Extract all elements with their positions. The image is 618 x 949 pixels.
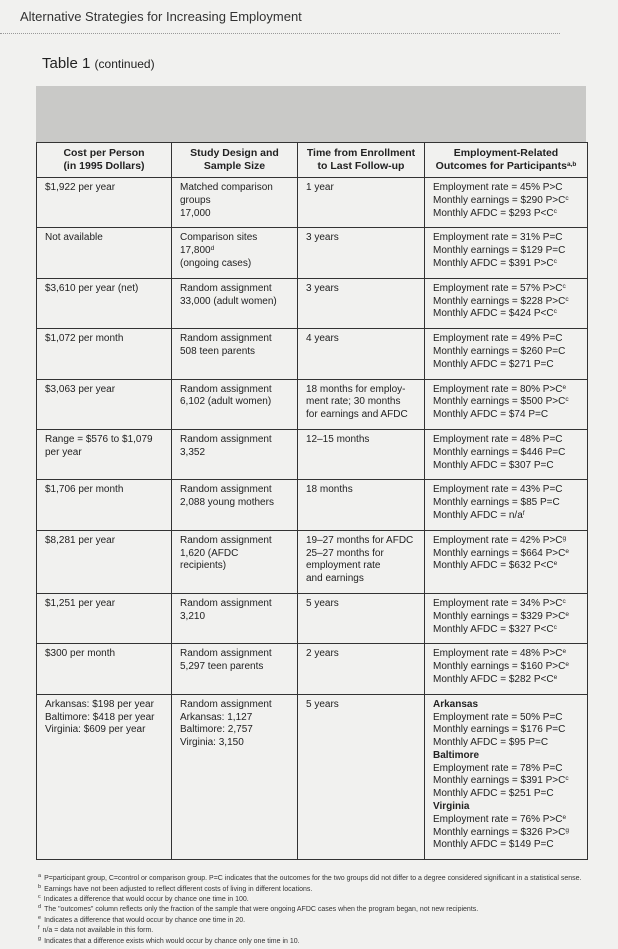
design-line — [180, 737, 293, 750]
cost-line: Baltimore: $418 per year — [45, 711, 155, 723]
footnote-marker: e — [553, 560, 558, 568]
footnote-marker: d — [210, 245, 215, 253]
outcome-line — [433, 624, 583, 637]
cost-cell — [37, 694, 172, 860]
outcome-text: Monthly AFDC = $424 P<C — [433, 308, 554, 320]
design-text: 33,000 (adult women) — [180, 295, 277, 307]
design-text: 2,088 young mothers — [180, 497, 274, 509]
table-row — [37, 429, 588, 479]
design-cell — [172, 644, 298, 694]
footnote — [36, 916, 596, 926]
cost-cell — [37, 644, 172, 694]
design-cell — [172, 593, 298, 643]
outcomes-cell — [425, 278, 588, 328]
design-text: 17,800 — [180, 245, 211, 257]
design-text: Arkansas: 1,127 — [180, 711, 253, 723]
outcome-line — [433, 598, 583, 611]
outcome-text: Employment rate = 48% P>C — [433, 648, 563, 660]
outcomes-cell — [425, 694, 588, 860]
design-text: 5,297 teen parents — [180, 661, 264, 673]
outcome-line — [433, 434, 583, 447]
cost-line: $300 per month — [45, 648, 116, 660]
outcome-text: Monthly earnings = $290 P>C — [433, 194, 566, 206]
outcome-line — [433, 814, 583, 827]
outcome-text: Employment rate = 34% P>C — [433, 597, 563, 609]
footnote-mark: g — [38, 935, 42, 942]
time-line: 18 months for employ- — [306, 383, 406, 395]
outcome-text: Monthly earnings = $329 P>C — [433, 610, 566, 622]
time-cell — [298, 278, 425, 328]
outcome-line — [433, 384, 583, 397]
outcome-text: Employment rate = 49% P=C — [433, 333, 563, 345]
cost-line: per year — [45, 446, 82, 458]
outcomes-cell — [425, 178, 588, 228]
cost-line: $1,706 per month — [45, 484, 124, 496]
column-header-line: Cost per Person — [63, 147, 145, 159]
outcome-text: Monthly earnings = $160 P>C — [433, 661, 566, 673]
outcome-line — [433, 359, 583, 372]
outcome-text: Monthly AFDC = $293 P<C — [433, 207, 554, 219]
design-line — [180, 497, 293, 510]
footnote-marker: e — [553, 673, 558, 681]
outcome-line — [433, 775, 583, 788]
time-cell — [298, 429, 425, 479]
cost-cell — [37, 329, 172, 379]
footnote — [36, 937, 596, 947]
footnote — [36, 926, 596, 936]
time-cell — [298, 530, 425, 593]
column-header-line: Sample Size — [203, 160, 266, 172]
cost-line: Not available — [45, 232, 103, 244]
design-line — [180, 195, 293, 208]
outcomes-cell — [425, 429, 588, 479]
time-line: employment rate — [306, 560, 381, 572]
cost-cell — [37, 178, 172, 228]
footnote-mark: c — [38, 894, 41, 901]
design-cell — [172, 694, 298, 860]
table-row — [37, 593, 588, 643]
footnote-mark: e — [38, 914, 42, 921]
outcomes-cell — [425, 530, 588, 593]
footnote-mark: a — [38, 873, 42, 880]
outcome-text: Employment rate = 50% P=C — [433, 711, 563, 723]
outcome-text: Monthly AFDC = $149 P=C — [433, 839, 554, 851]
design-line — [180, 548, 293, 561]
outcome-text: Monthly earnings = $326 P>C — [433, 826, 566, 838]
outcomes-cell — [425, 644, 588, 694]
design-text: Random assignment — [180, 648, 272, 660]
outcome-line — [433, 258, 583, 271]
cost-line: $1,251 per year — [45, 597, 116, 609]
footnote-marker: c — [553, 257, 557, 265]
design-text: groups — [180, 194, 211, 206]
design-cell — [172, 480, 298, 530]
outcome-line — [433, 548, 583, 561]
design-text: Baltimore: 2,757 — [180, 724, 253, 736]
cost-cell — [37, 429, 172, 479]
table-title-suffix: (continued) — [94, 57, 155, 71]
design-line — [180, 535, 293, 548]
time-line: 3 years — [306, 232, 339, 244]
time-line: 19–27 months for AFDC — [306, 534, 414, 546]
time-cell — [298, 480, 425, 530]
outcomes-cell — [425, 593, 588, 643]
cost-line: Arkansas: $198 per year — [45, 698, 154, 710]
table-title-main: Table 1 — [42, 55, 91, 72]
footnote-marker: e — [565, 610, 569, 618]
outcomes-cell — [425, 379, 588, 429]
footnote-marker: c — [565, 396, 569, 404]
time-cell — [298, 694, 425, 860]
time-line: 18 months — [306, 484, 353, 496]
column-header-cost — [37, 143, 172, 178]
cost-cell — [37, 278, 172, 328]
design-line — [180, 333, 293, 346]
design-text: Random assignment — [180, 534, 272, 546]
time-line: and earnings — [306, 573, 364, 585]
design-cell — [172, 228, 298, 278]
outcome-text: Employment rate = 78% P=C — [433, 762, 563, 774]
table-and-notes — [36, 142, 587, 947]
outcome-line — [433, 396, 583, 409]
cost-line: $1,072 per month — [45, 333, 124, 345]
footnote-marker: c — [553, 207, 557, 215]
outcome-line — [433, 535, 583, 548]
design-line — [180, 208, 293, 221]
design-cell — [172, 278, 298, 328]
design-text: (ongoing cases) — [180, 257, 252, 269]
outcome-text: Employment rate = 43% P=C — [433, 484, 563, 496]
time-cell — [298, 228, 425, 278]
footnotes — [36, 874, 596, 947]
design-line — [180, 434, 293, 447]
time-line: 5 years — [306, 698, 339, 710]
outcome-line — [433, 737, 583, 750]
time-line: 4 years — [306, 333, 339, 345]
design-line — [180, 396, 293, 409]
design-line — [180, 245, 293, 258]
footnote-marker: c — [553, 308, 557, 316]
column-header-line: Employment-Related — [453, 147, 559, 159]
outcome-text: Monthly AFDC = $307 P=C — [433, 459, 554, 471]
cost-cell — [37, 480, 172, 530]
outcomes-cell — [425, 329, 588, 379]
outcome-text: Monthly earnings = $446 P=C — [433, 446, 566, 458]
time-line: 5 years — [306, 597, 339, 609]
cost-cell — [37, 530, 172, 593]
design-text: Virginia: 3,150 — [180, 737, 244, 749]
outcome-line — [433, 827, 583, 840]
outcome-line — [433, 208, 583, 221]
footnote-marker: e — [562, 383, 567, 391]
design-line — [180, 484, 293, 497]
design-text: Comparison sites — [180, 232, 258, 244]
outcome-text: Monthly AFDC = $391 P>C — [433, 257, 554, 269]
table-header-row — [37, 143, 588, 178]
footnote-text: n/a = data not available in this form. — [42, 927, 154, 935]
footnote-marker: c — [565, 295, 569, 303]
outcome-group-label: Baltimore — [433, 749, 480, 761]
outcome-text: Monthly earnings = $500 P>C — [433, 396, 566, 408]
time-line: 1 year — [306, 182, 334, 193]
design-cell — [172, 379, 298, 429]
outcome-line — [433, 346, 583, 359]
design-text: 1,620 (AFDC — [180, 547, 239, 559]
footnote-marker: f — [522, 509, 525, 517]
table-row — [37, 379, 588, 429]
time-cell — [298, 593, 425, 643]
outcome-line — [433, 182, 583, 195]
design-text: Matched comparison — [180, 182, 273, 193]
footnote-text: Indicates that a difference exists which would occur by chance only one time in 10. — [44, 937, 300, 945]
design-line — [180, 258, 293, 271]
design-line — [180, 699, 293, 712]
outcome-group-label: Arkansas — [433, 698, 479, 710]
outcome-text: Monthly AFDC = $327 P<C — [433, 623, 554, 635]
design-line — [180, 447, 293, 460]
column-header-line: Time from Enrollment — [306, 147, 416, 159]
outcome-text: Monthly earnings = $664 P>C — [433, 547, 566, 559]
table-row — [37, 644, 588, 694]
design-line — [180, 712, 293, 725]
outcome-line — [433, 788, 583, 801]
time-line: 3 years — [306, 282, 339, 294]
footnote-text: P=participant group, C=control or comparison group. P=C indicates that the outcomes for the two groups did not differ to a degree considered significant in a statistical sense. — [44, 875, 582, 883]
design-cell — [172, 178, 298, 228]
table-header-band — [36, 86, 586, 142]
design-line — [180, 560, 293, 573]
outcome-line — [433, 661, 583, 674]
outcome-text: Employment rate = 45% P>C — [433, 182, 563, 193]
cost-line: Range = $576 to $1,079 — [45, 433, 153, 445]
time-line: 25–27 months for — [306, 547, 384, 559]
outcome-line — [433, 611, 583, 624]
outcome-text: Employment rate = 42% P>C — [433, 534, 563, 546]
footnote-marker: c — [562, 282, 566, 290]
footnote-marker: g — [565, 826, 569, 834]
outcome-text: Employment rate = 76% P>C — [433, 813, 563, 825]
footnote-mark: d — [38, 904, 42, 911]
outcome-text: Monthly AFDC = n/a — [433, 509, 523, 521]
outcome-text: Monthly earnings = $85 P=C — [433, 497, 560, 509]
table-row — [37, 530, 588, 593]
table-row — [37, 694, 588, 860]
table-row — [37, 480, 588, 530]
time-cell — [298, 178, 425, 228]
cost-line: $3,063 per year — [45, 383, 116, 395]
time-line: ment rate; 30 months — [306, 396, 401, 408]
footnote-marker: a,b — [566, 161, 577, 168]
outcome-group-label: Virginia — [433, 801, 470, 813]
design-line — [180, 182, 293, 195]
time-line: 2 years — [306, 648, 339, 660]
footnote-marker: e — [562, 813, 567, 821]
design-text: Random assignment — [180, 597, 272, 609]
design-line — [180, 611, 293, 624]
outcome-line — [433, 409, 583, 422]
design-line — [180, 296, 293, 309]
footnote — [36, 895, 596, 905]
outcome-line — [433, 245, 583, 258]
time-cell — [298, 329, 425, 379]
footnote — [36, 885, 596, 895]
outcome-text: Employment rate = 80% P>C — [433, 383, 563, 395]
design-line — [180, 232, 293, 245]
design-cell — [172, 329, 298, 379]
column-header-line: Study Design and — [190, 147, 279, 159]
outcome-text: Monthly earnings = $260 P=C — [433, 345, 566, 357]
outcome-line — [433, 560, 583, 573]
footnote-marker: g — [562, 534, 567, 542]
outcome-text: Monthly earnings = $228 P>C — [433, 295, 566, 307]
column-header-design — [172, 143, 298, 178]
design-line — [180, 648, 293, 661]
footnote — [36, 874, 596, 884]
outcome-line — [433, 648, 583, 661]
design-text: Random assignment — [180, 333, 272, 345]
outcome-line — [433, 195, 583, 208]
column-header-outcomes — [425, 143, 588, 178]
outcomes-table — [36, 142, 588, 860]
outcome-line — [433, 308, 583, 321]
outcome-line — [433, 497, 583, 510]
time-line: 12–15 months — [306, 433, 370, 445]
cost-line: $8,281 per year — [45, 534, 116, 546]
design-line — [180, 346, 293, 359]
design-line — [180, 724, 293, 737]
column-header-time — [298, 143, 425, 178]
design-text: Random assignment — [180, 698, 272, 710]
footnote-marker: e — [565, 547, 569, 555]
design-line — [180, 384, 293, 397]
table-row — [37, 329, 588, 379]
outcome-text: Monthly AFDC = $282 P<C — [433, 673, 554, 685]
header-divider — [0, 33, 560, 34]
outcome-text: Monthly AFDC = $632 P<C — [433, 560, 554, 572]
footnote-marker: e — [565, 661, 569, 669]
outcome-text: Monthly earnings = $391 P>C — [433, 775, 566, 787]
outcome-text: Employment rate = 57% P>C — [433, 282, 563, 294]
cost-line: $3,610 per year (net) — [45, 282, 139, 294]
footnote — [36, 905, 596, 915]
column-header-line: Outcomes for Participants — [435, 160, 567, 172]
column-header-line: (in 1995 Dollars) — [63, 160, 145, 172]
footnote-mark: f — [38, 925, 40, 932]
design-line — [180, 661, 293, 674]
outcome-text: Monthly earnings = $129 P=C — [433, 245, 566, 257]
outcome-line — [433, 296, 583, 309]
cost-cell — [37, 379, 172, 429]
outcome-text: Monthly AFDC = $74 P=C — [433, 409, 549, 421]
design-text: 508 teen parents — [180, 345, 256, 357]
cost-line: $1,922 per year — [45, 182, 116, 193]
table-row — [37, 178, 588, 228]
outcome-line — [433, 447, 583, 460]
outcome-text: Employment rate = 31% P=C — [433, 232, 563, 244]
outcome-text: Monthly AFDC = $95 P=C — [433, 737, 549, 749]
outcome-line — [433, 724, 583, 737]
footnote-text: Indicates a difference that would occur by chance one time in 100. — [43, 896, 249, 904]
footnote-marker: c — [562, 597, 566, 605]
outcome-text: Monthly AFDC = $271 P=C — [433, 358, 554, 370]
outcome-text: Employment rate = 48% P=C — [433, 433, 563, 445]
design-cell — [172, 530, 298, 593]
outcome-line — [433, 839, 583, 852]
outcome-line — [433, 510, 583, 523]
footnote-text: Earnings have not been adjusted to reflect different costs of living in different locations. — [44, 885, 313, 893]
design-text: Random assignment — [180, 433, 272, 445]
design-text: recipients) — [180, 560, 227, 572]
design-text: Random assignment — [180, 484, 272, 496]
table-row — [37, 228, 588, 278]
outcome-text: Monthly earnings = $176 P=C — [433, 724, 566, 736]
running-head: Alternative Strategies for Increasing Employment — [20, 9, 302, 24]
footnote-marker: c — [565, 194, 569, 202]
design-text: 6,102 (adult women) — [180, 396, 272, 408]
design-text: 3,210 — [180, 610, 206, 622]
footnote-marker: c — [553, 623, 557, 631]
time-cell — [298, 379, 425, 429]
outcome-line — [433, 232, 583, 245]
time-cell — [298, 644, 425, 694]
time-line: for earnings and AFDC — [306, 409, 408, 421]
design-text: Random assignment — [180, 383, 272, 395]
outcome-line — [433, 674, 583, 687]
outcome-line — [433, 484, 583, 497]
outcome-line — [433, 283, 583, 296]
footnote-text: The "outcomes" column reflects only the fraction of the sample that were ongoing AFDC cases when the program began, not new recipients. — [44, 906, 479, 914]
table-row — [37, 278, 588, 328]
footnote-marker: e — [562, 648, 567, 656]
cost-cell — [37, 593, 172, 643]
outcome-line — [433, 763, 583, 776]
cost-cell — [37, 228, 172, 278]
table-title — [42, 55, 155, 72]
outcome-text: Monthly AFDC = $251 P=C — [433, 788, 554, 800]
cost-line: Virginia: $609 per year — [45, 724, 146, 736]
design-text: 3,352 — [180, 446, 206, 458]
outcome-line — [433, 460, 583, 473]
outcome-line — [433, 712, 583, 725]
design-line — [180, 283, 293, 296]
footnote-text: Indicates a difference that would occur by chance one time in 20. — [44, 916, 246, 924]
design-text: Random assignment — [180, 282, 272, 294]
footnote-marker: c — [565, 775, 569, 783]
column-header-line: to Last Follow-up — [317, 160, 405, 172]
footnote-mark: b — [38, 883, 42, 890]
outcome-line — [433, 333, 583, 346]
outcomes-cell — [425, 228, 588, 278]
outcomes-cell — [425, 480, 588, 530]
table-body — [37, 178, 588, 860]
design-cell — [172, 429, 298, 479]
design-line — [180, 598, 293, 611]
design-text: 17,000 — [180, 207, 211, 219]
